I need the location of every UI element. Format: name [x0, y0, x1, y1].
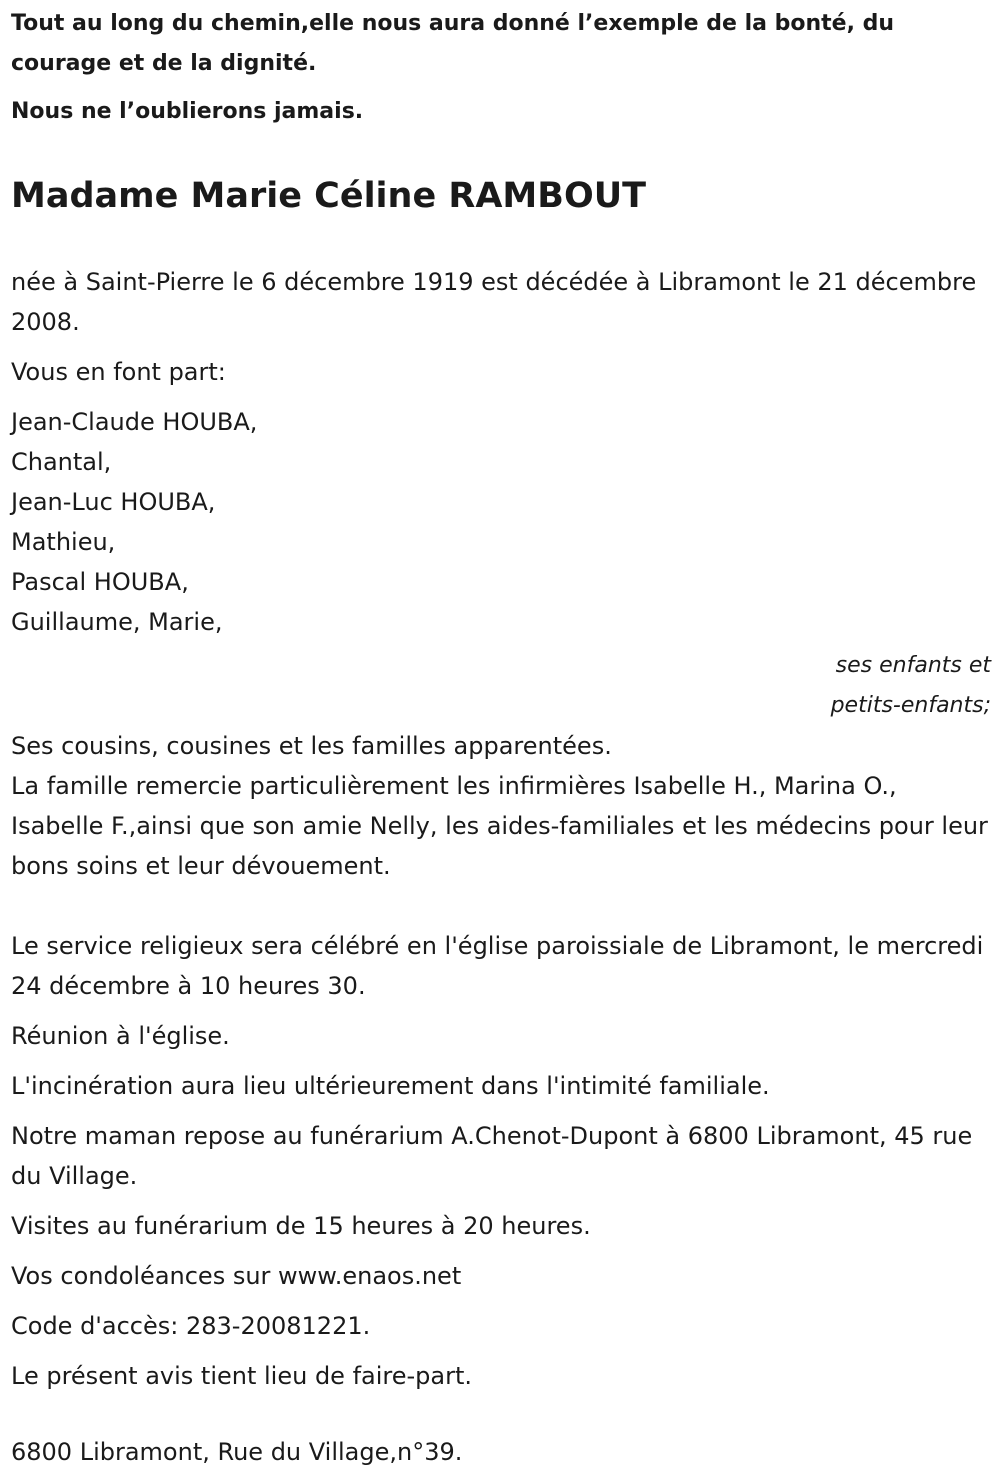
family-name: Guillaume, Marie, [11, 608, 223, 636]
relation-label [11, 646, 991, 726]
service-text: Le service religieux sera célébré en l'église paroissiale de Libramont, le mercredi 24 décembre à 10 heures 30. [11, 932, 984, 1000]
meeting-text: Réunion à l'église. [11, 1022, 230, 1050]
relation-line-1: ses enfants et [835, 653, 991, 678]
rest-place-text: Notre maman repose au funérarium A.Chenot-Dupont à 6800 Libramont, 45 rue du Village. [11, 1122, 973, 1190]
thanks-text: La famille remercie particulièrement les infirmières Isabelle H., Marina O., Isabelle F.,ainsi que son amie Nelly, les aides-familiales et les médecins pour leur bons soins et leur dévouement. [11, 772, 988, 880]
family-name: Pascal HOUBA, [11, 568, 189, 596]
access-code-text: Code d'accès: 283-20081221. [11, 1312, 371, 1340]
announcers-intro: Vous en font part: [11, 358, 226, 386]
obituary-notice [11, 0, 991, 1472]
address-text: 6800 Libramont, Rue du Village,n°39. [11, 1438, 463, 1466]
family-name: Mathieu, [11, 528, 116, 556]
family-names-list [11, 402, 991, 642]
family-name: Chantal, [11, 448, 112, 476]
relatives-text: Ses cousins, cousines et les familles apparentées. [11, 732, 612, 760]
deceased-name: Madame Marie Céline RAMBOUT [11, 176, 646, 216]
family-name: Jean-Luc HOUBA, [11, 488, 216, 516]
relation-line-2: petits-enfants; [830, 693, 991, 718]
visits-text: Visites au funérarium de 15 heures à 20 heures. [11, 1212, 591, 1240]
family-name: Jean-Claude HOUBA, [11, 408, 258, 436]
notice-text: Le présent avis tient lieu de faire-part. [11, 1362, 473, 1390]
intro-line-1: Tout au long du chemin,elle nous aura donné l’exemple de la bonté, du courage et de la dignité. [11, 11, 894, 76]
birth-death-text: née à Saint-Pierre le 6 décembre 1919 est décédée à Libramont le 21 décembre 2008. [11, 268, 977, 336]
cremation-text: L'incinération aura lieu ultérieurement dans l'intimité familiale. [11, 1072, 770, 1100]
intro-line-2: Nous ne l’oublierons jamais. [11, 99, 364, 124]
condolences-text: Vos condoléances sur www.enaos.net [11, 1262, 462, 1290]
